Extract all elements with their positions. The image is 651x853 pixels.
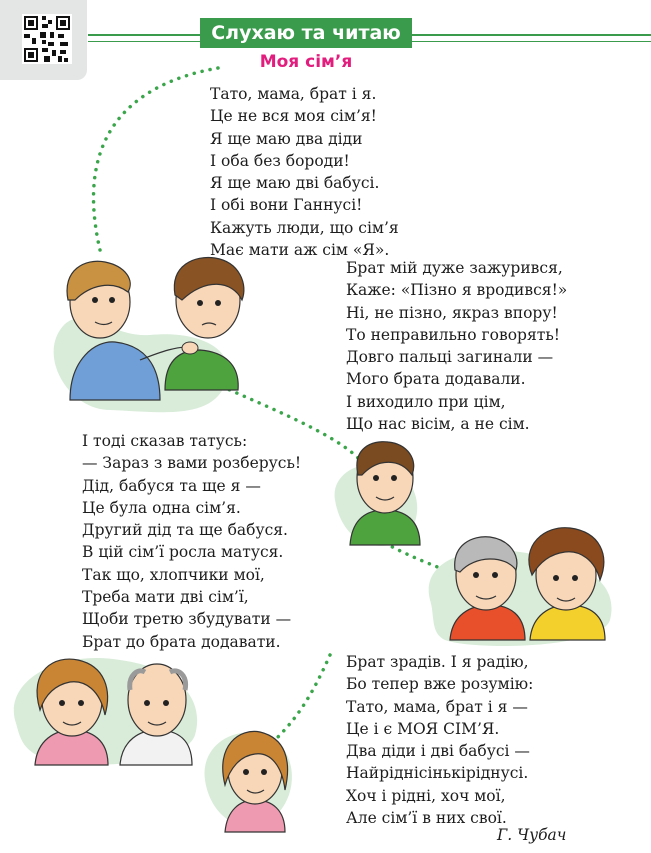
poem-line: Мого брата додавали. (346, 370, 526, 389)
poem-line: Дід, бабуся та ще я — (82, 476, 261, 495)
poem-line: Тато, мама, брат і я — (346, 697, 528, 716)
poem-line: Це була одна сім’я. (82, 498, 241, 517)
poem-line: Що нас вісім, а не сім. (346, 415, 530, 434)
poem-line: Так що, хлопчики мої, (82, 565, 265, 584)
poem-line: Я ще маю два діди (210, 129, 363, 148)
poem-line: В цій сім’ї росла матуся. (82, 543, 284, 562)
poem-line: Довго пальці загинали — (346, 348, 554, 367)
poem-line: Хоч і рідні, хоч мої, (346, 786, 506, 805)
poem-line: Другий дід та ще бабуся. (82, 521, 288, 540)
father-illustration (335, 442, 420, 546)
stanza-4 (346, 651, 533, 829)
poem-line: Але сім’ї в них свої. (346, 809, 507, 828)
poem-line: І оба без бороди! (210, 151, 350, 170)
poem-line: Кажуть люди, що сім’я (210, 218, 399, 237)
poem-line: Бо тепер вже розумію: (346, 675, 534, 694)
grandparents-illustration-left (14, 658, 197, 765)
poem-line: І обі вони Ганнусі! (210, 196, 363, 215)
poem-line: Брат зрадів. І я радію, (346, 653, 529, 671)
poem-line: Треба мати дві сім’ї, (82, 588, 249, 607)
stanza-1 (210, 83, 399, 261)
stanza-2 (346, 257, 567, 435)
poem-line: Каже: «Пізно я вродився!» (346, 281, 568, 300)
poem-line: Найріднісінькіріднусі. (346, 764, 529, 783)
stanza-3 (82, 430, 301, 653)
poem-line: Брат до брата додавати. (82, 632, 281, 651)
section-title: Слухаю та читаю (200, 18, 412, 48)
poem-line: І виходило при цім, (346, 392, 506, 411)
grandparents-illustration (429, 528, 612, 646)
poem-line: То неправильно говорять! (346, 325, 560, 344)
poem-line: І тоді сказав татусь: (82, 432, 248, 450)
poem-line: — Зараз з вами розберусь! (82, 454, 302, 473)
poem-line: Ні, не пізно, якраз впору! (346, 303, 558, 322)
poem-line: Це не вся моя сім’я! (210, 107, 377, 126)
poem-line: Щоби третю збудувати — (82, 610, 292, 629)
poem-line: Має мати аж сім «Я». (210, 241, 390, 260)
poem-line: Це і є МОЯ СІМ’Я. (346, 719, 500, 738)
poem-line: Брат мій дуже зажурився, (346, 259, 563, 277)
two-boys-illustration (54, 257, 244, 412)
poem-title: Моя сім’я (259, 52, 353, 72)
poem-line: Два діди і дві бабусі — (346, 742, 530, 761)
poem-line: Тато, мама, брат і я. (210, 85, 377, 103)
author-signature: Г. Чубач (497, 826, 567, 844)
mother-illustration (205, 731, 292, 832)
poem-line: Я ще маю дві бабусі. (210, 174, 380, 193)
